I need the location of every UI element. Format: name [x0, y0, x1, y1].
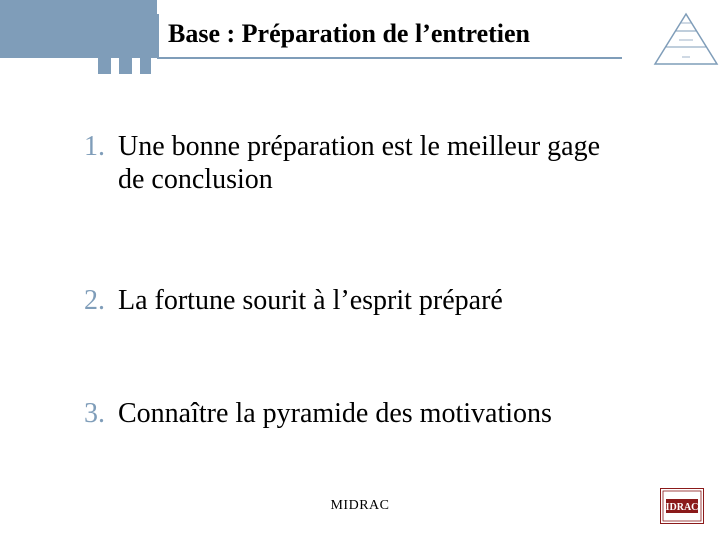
- list-item: [84, 397, 618, 430]
- pyramid-icon: [653, 12, 719, 66]
- list-text: La fortune sourit à l’esprit préparé: [118, 285, 503, 316]
- list-text: Connaître la pyramide des motivations: [118, 398, 552, 429]
- decoration-square: [119, 58, 132, 74]
- list-number: 2.: [84, 285, 105, 316]
- title-underline: [157, 57, 622, 59]
- list-item: [84, 284, 618, 317]
- header-decoration: [0, 0, 157, 58]
- title-rule: [157, 14, 159, 58]
- list-item: [84, 130, 618, 196]
- decoration-square: [140, 58, 151, 74]
- list-number: 1.: [84, 131, 105, 162]
- slide-title: Base : Préparation de l’entretien: [168, 19, 530, 48]
- idrac-logo: [660, 488, 704, 524]
- list-number: 3.: [84, 398, 105, 429]
- footer-text: MIDRAC: [330, 498, 390, 513]
- svg-text:IDRAC: IDRAC: [665, 502, 699, 513]
- decoration-square: [98, 58, 111, 74]
- list-text: Une bonne préparation est le meilleur gage de conclusion: [118, 131, 601, 195]
